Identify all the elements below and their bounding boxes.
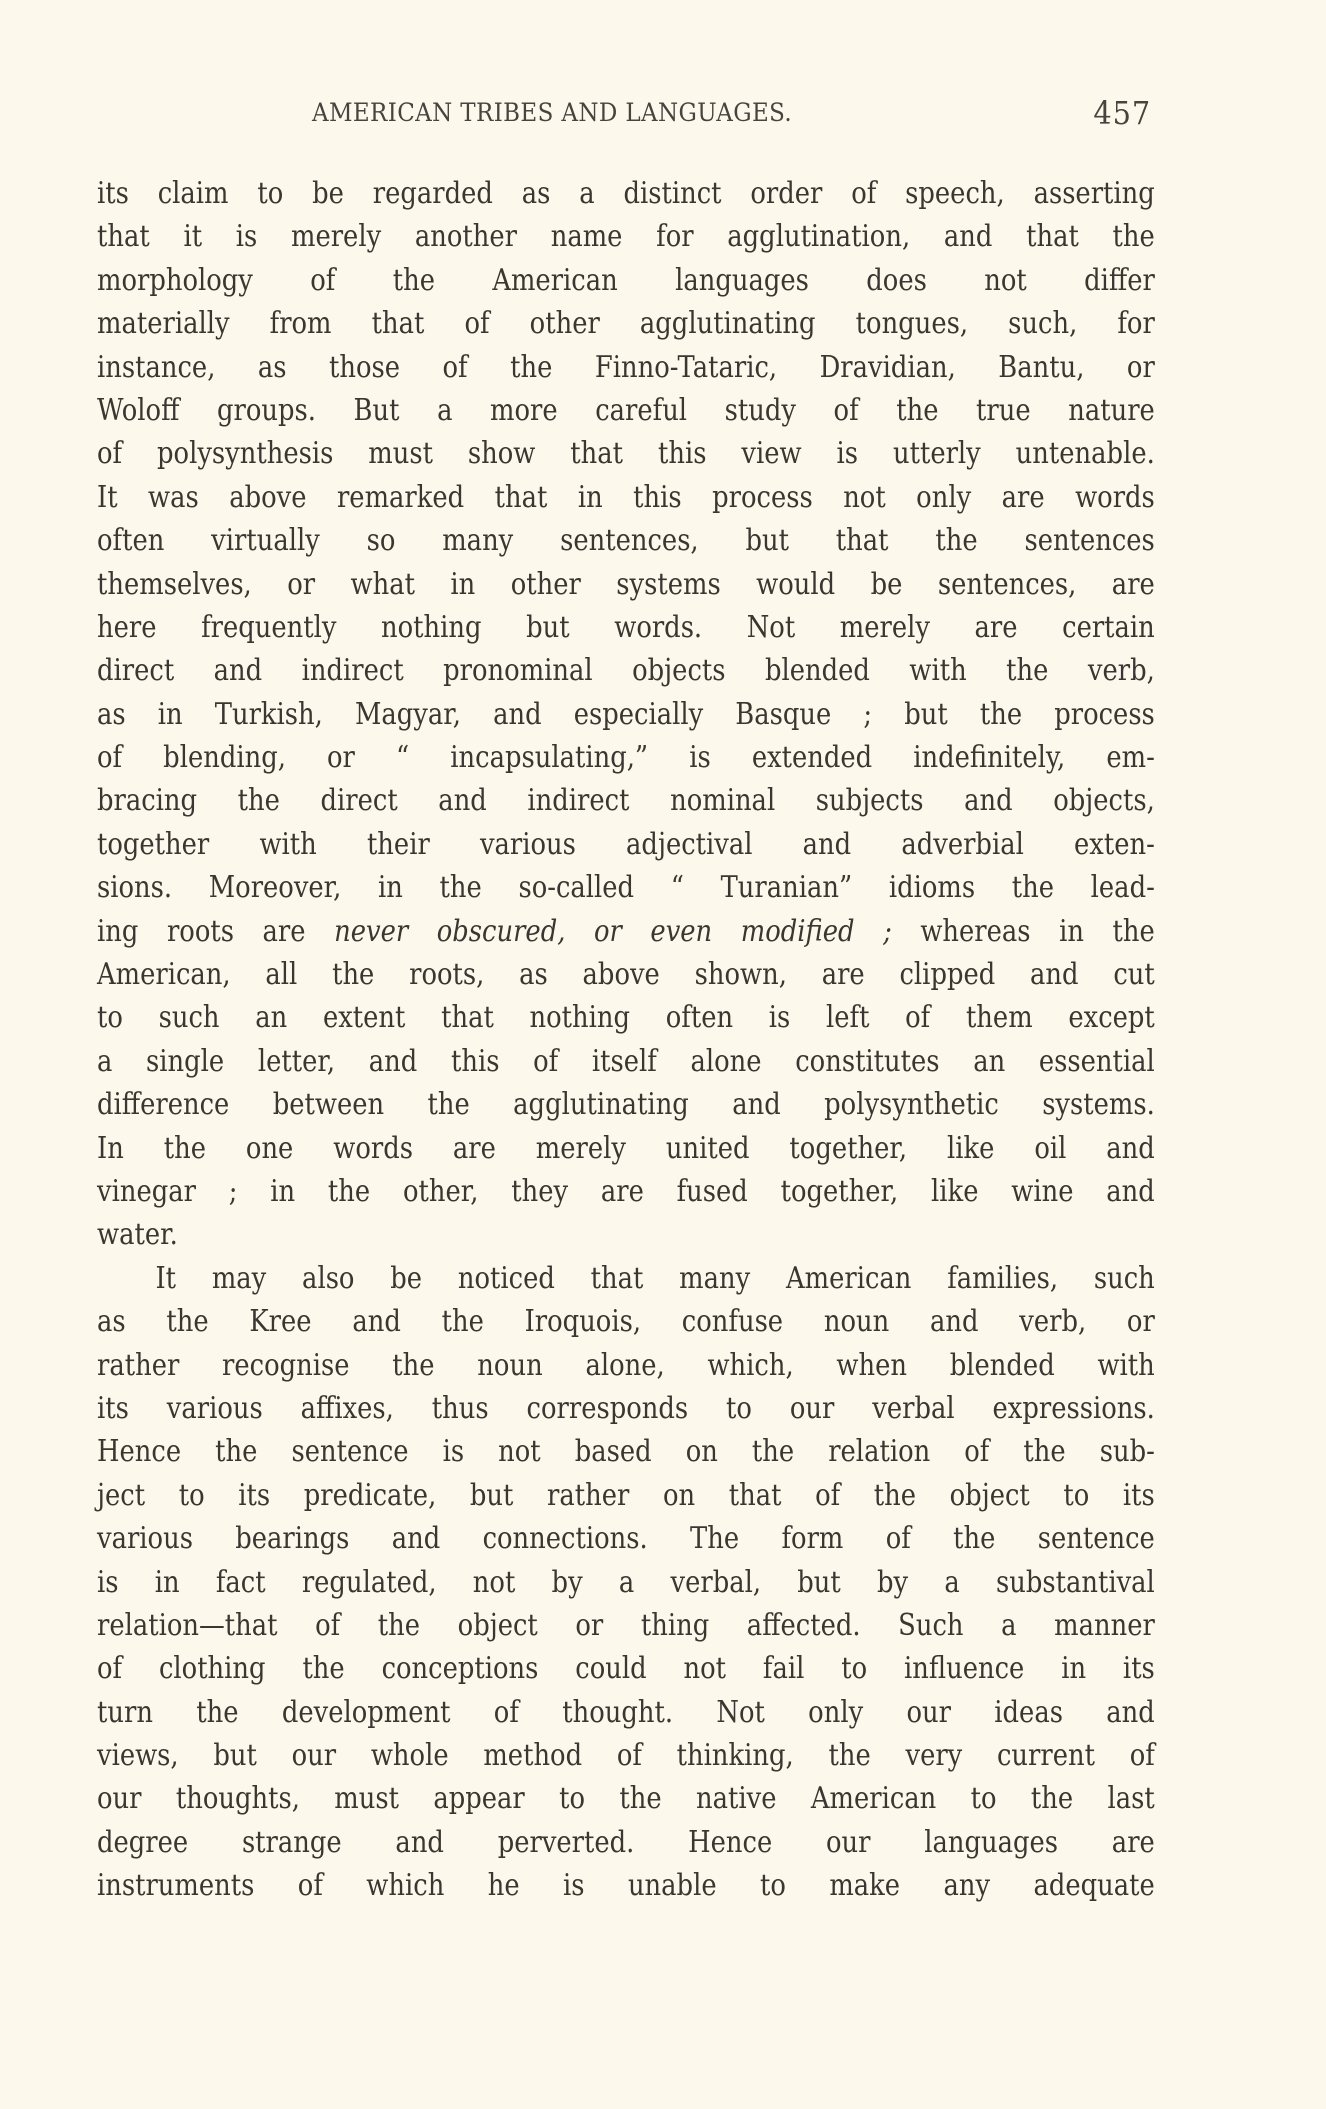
text-line: as the Kree and the Iroquois, confuse noun and verb, or <box>97 1304 1155 1340</box>
text-line: rather recognise the noun alone, which, when blended with <box>97 1347 1155 1383</box>
text-line: morphology of the American languages does not differ <box>97 262 1155 298</box>
text-line: as in Turkish, Magyar, and especially Basque ; but the process <box>97 696 1155 732</box>
text-line: relation—that of the object or thing affected. Such a manner <box>97 1607 1155 1643</box>
text-line: bracing the direct and indirect nominal subjects and objects, <box>97 783 1155 819</box>
text-run: ing roots are <box>97 913 335 949</box>
text-line: to such an extent that nothing often is left of them except <box>97 1000 1155 1036</box>
text-line: its claim to be regarded as a distinct order of speech, asserting <box>97 176 1155 211</box>
text-line: is in fact regulated, not by a verbal, but by a substantival <box>97 1564 1155 1600</box>
text-line: water. <box>97 1217 178 1253</box>
text-line: It may also be noticed that many American families, such <box>155 1260 1155 1296</box>
text-line: together with their various adjectival and adverbial exten- <box>97 826 1155 862</box>
text-line: various bearings and connections. The form of the sentence <box>97 1521 1155 1557</box>
text-line: ject to its predicate, but rather on that of the object to its <box>97 1477 1155 1513</box>
text-line: often virtually so many sentences, but that the sentences <box>97 523 1155 559</box>
text-line: a single letter, and this of itself alone constitutes an essential <box>97 1043 1155 1079</box>
text-line: materially from that of other agglutinating tongues, such, for <box>97 306 1155 342</box>
text-line: its various affixes, thus corresponds to our verbal expressions. <box>97 1390 1155 1426</box>
running-title: AMERICAN TRIBES AND LANGUAGES. <box>312 98 793 127</box>
page-number: 457 <box>1093 94 1151 132</box>
body-text <box>97 172 1155 1908</box>
text-line: difference between the agglutinating and polysynthetic systems. <box>97 1087 1155 1123</box>
text-line: turn the development of thought. Not only our ideas and <box>97 1694 1155 1730</box>
text-line: In the one words are merely united together, like oil and <box>97 1130 1155 1166</box>
text-run: whereas in the <box>891 913 1155 949</box>
text-line: It was above remarked that in this process not only are words <box>97 479 1155 515</box>
text-line: Hence the sentence is not based on the relation of the sub- <box>97 1434 1155 1470</box>
text-line: here frequently nothing but words. Not merely are certain <box>97 609 1155 645</box>
text-line: views, but our whole method of thinking, the very current of <box>97 1738 1155 1774</box>
italic-emphasis: never obscured, or even modified ; <box>334 913 892 949</box>
text-line: instruments of which he is unable to make any adequate <box>97 1868 1155 1904</box>
text-line: degree strange and perverted. Hence our languages are <box>97 1824 1155 1860</box>
text-line: American, all the roots, as above shown, are clipped and cut <box>97 957 1155 993</box>
text-line: of polysynthesis must show that this view is utterly untenable. <box>97 436 1155 472</box>
text-line <box>97 910 1155 953</box>
text-line: themselves, or what in other systems would be sentences, are <box>97 566 1155 602</box>
text-line: vinegar ; in the other, they are fused together, like wine and <box>97 1173 1155 1209</box>
running-head <box>97 94 1155 138</box>
text-line: Woloff groups. But a more careful study of the true nature <box>97 392 1155 428</box>
text-line: of clothing the conceptions could not fail to influence in its <box>97 1651 1155 1687</box>
text-line: of blending, or “ incapsulating,” is extended indefinitely, em- <box>97 740 1155 776</box>
text-line: that it is merely another name for agglutination, and that the <box>97 219 1155 255</box>
text-line: our thoughts, must appear to the native American to the last <box>97 1781 1155 1817</box>
text-line: direct and indirect pronominal objects blended with the verb, <box>97 653 1155 689</box>
text-line: instance, as those of the Finno-Tataric, Dravidian, Bantu, or <box>97 349 1155 385</box>
text-line: sions. Moreover, in the so-called “ Turanian” idioms the lead- <box>97 870 1155 906</box>
